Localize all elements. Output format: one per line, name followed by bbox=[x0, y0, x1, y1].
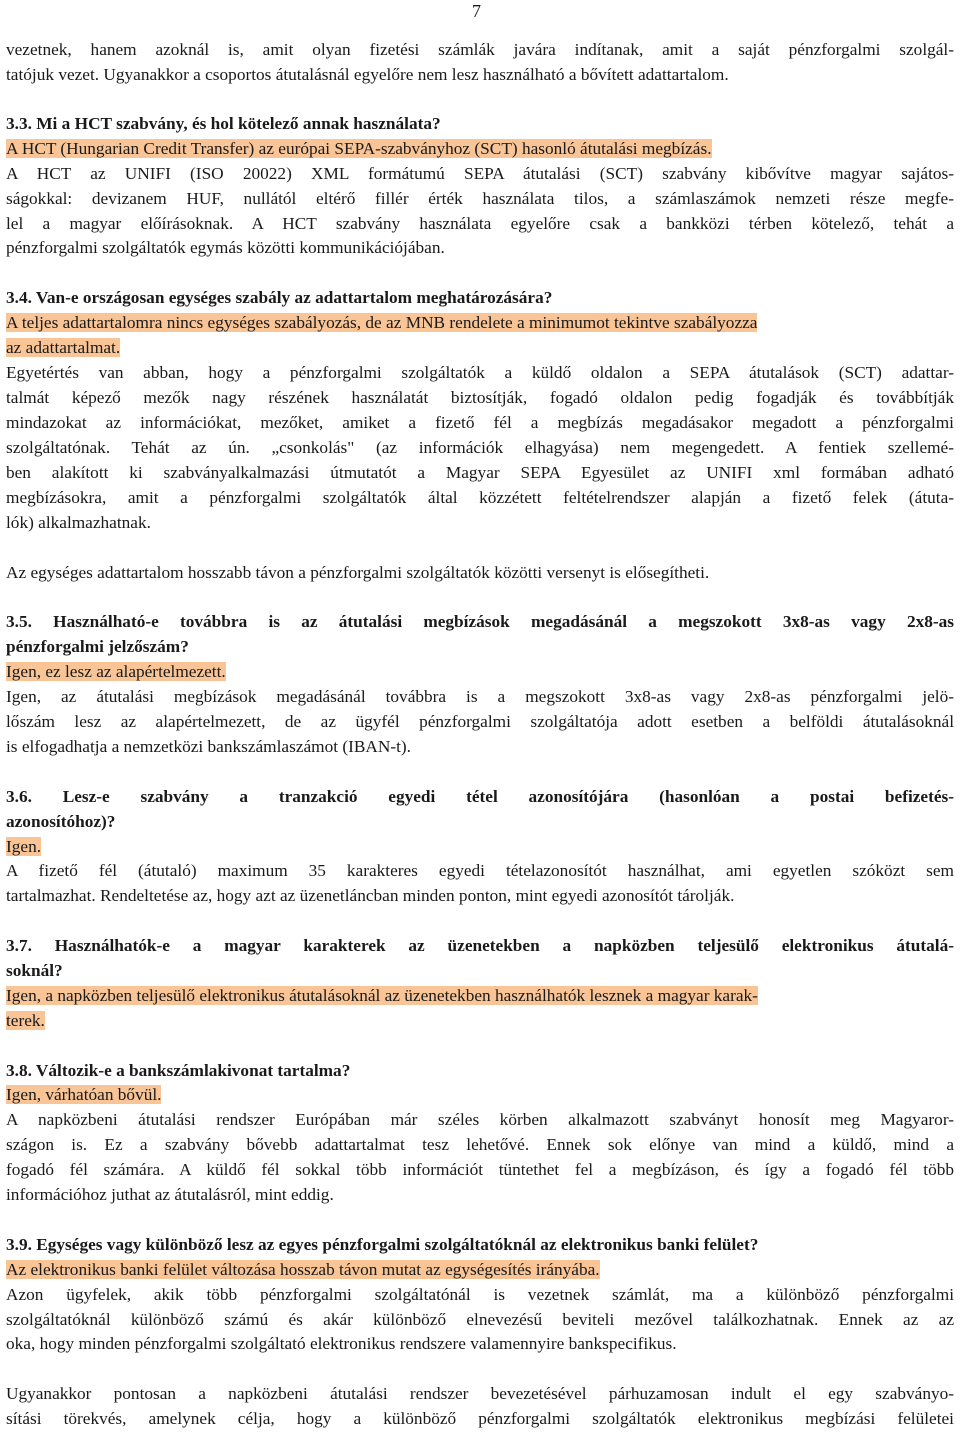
body-text-line: lók) alkalmazhatnak. bbox=[6, 513, 151, 532]
body-text-line: fogadó fél számára. A küldő fél sokkal több információt tüntethet fel a megbízáson, és így a fogadó fél több bbox=[6, 1160, 954, 1179]
body-text-line: lőszám lesz az alapértelmezett, de az ügyfél pénzforgalmi szolgáltatója adott esetben a belföldi átutalásoknál bbox=[6, 712, 954, 731]
body-text-line: is elfogadhatja a nemzetközi bankszámlaszámot (IBAN-t). bbox=[6, 737, 411, 756]
body-text-line: oka, hogy minden pénzforgalmi szolgáltató elektronikus rendszere valamennyire bankspecifikus. bbox=[6, 1334, 677, 1353]
section-heading-line: 3.6. Lesz-e szabvány a tranzakció egyedi tétel azonosítójára (hasonlóan a postai befizetés- bbox=[6, 787, 954, 806]
body-text-line: Igen, az átutalási megbízások megadásánál továbbra is a megszokott 3x8-as vagy 2x8-as pénzforgalmi jelö- bbox=[6, 687, 954, 706]
highlight-mark: az adattartalmat. bbox=[6, 338, 121, 357]
highlighted-answer-line bbox=[6, 137, 954, 162]
highlight-mark: Igen, ez lesz az alapértelmezett. bbox=[6, 662, 226, 681]
highlighted-answer-line bbox=[6, 1258, 954, 1283]
highlighted-answer-line bbox=[6, 336, 954, 361]
highlighted-answer-line bbox=[6, 984, 954, 1009]
body-text-line: szágon is. Ez a szabvány bővebb adattartalmat tesz lehetővé. Ennek sok előnye van mind a küldő, mind a bbox=[6, 1135, 954, 1154]
body-text-line: ságokkal: devizanem HUF, nullától eltérő fillér érték használata tilos, a számlaszámok nemzeti része megfe- bbox=[6, 189, 954, 208]
body-text-line: ben alakított ki szabványalkalmazási útmutatót a Magyar SEPA Egyesület az UNIFI xml formában adható bbox=[6, 463, 954, 482]
body-text-line: Azon ügyfelek, akik több pénzforgalmi szolgáltatónál is vezetnek számlát, ma a különböző pénzforgalmi bbox=[6, 1285, 954, 1304]
highlight-mark: terek. bbox=[6, 1011, 45, 1030]
section-heading-line: soknál? bbox=[6, 961, 63, 980]
section-heading-line: 3.8. Változik-e a bankszámlakivonat tartalma? bbox=[6, 1061, 351, 1080]
body-text-line: lel a magyar előírásoknak. A HCT szabvány használata egyelőre csak a bankközi térben kötelező, tehát a bbox=[6, 214, 954, 233]
highlight-mark: A HCT (Hungarian Credit Transfer) az európai SEPA-szabványhoz (SCT) hasonló átutalási megbízás. bbox=[6, 139, 712, 158]
section-heading-line: 3.7. Használhatók-e a magyar karakterek az üzenetekben a napközben teljesülő elektronikus átutalá- bbox=[6, 936, 954, 955]
highlighted-answer-line bbox=[6, 1009, 954, 1034]
body-text-line: A fizető fél (átutaló) maximum 35 karakteres egyedi tételazonosítót használhat, ami egyetlen szóközt sem bbox=[6, 861, 954, 880]
body-text-line: talmát képező mezők nagy részének használatát biztosítják, fogadó oldalon pedig fogadják és továbbítják bbox=[6, 388, 954, 407]
body-text-line: vezetnek, hanem azoknál is, amit olyan fizetési számlák javára indítanak, amit a saját pénzforgalmi szolgál- bbox=[6, 40, 954, 59]
body-text-line: szolgáltatónak. Tehát az ún. „csonkolás" (az információk elhagyása) nem megengedett. A fentiek szellemé- bbox=[6, 438, 954, 457]
body-text-line: pénzforgalmi szolgáltatók egymás közötti kommunikációjában. bbox=[6, 238, 445, 257]
body-text-line: megbízásokra, amit a pénzforgalmi szolgáltatók által közzétett feltételrendszer alapján a fizető felek (átuta- bbox=[6, 488, 954, 507]
section-heading-line: 3.3. Mi a HCT szabvány, és hol kötelező annak használata? bbox=[6, 114, 441, 133]
body-text-line: szolgáltatóknál különböző számú és akár különböző elnevezésű beviteli mezővel találkozhatnak. Ennek az az bbox=[6, 1310, 954, 1329]
highlight-mark: A teljes adattartalomra nincs egységes szabályozás, de az MNB rendelete a minimumot tekintve szabályozza bbox=[6, 313, 758, 332]
highlighted-answer-line bbox=[6, 1083, 954, 1108]
highlighted-answer-line bbox=[6, 835, 954, 860]
body-text-line: mindazokat az információkat, mezőket, amiket a fizető fél a megbízás megadásakor megadott a pénzforgalmi bbox=[6, 413, 954, 432]
body-text-line: sítási törekvés, amelynek célja, hogy a különböző pénzforgalmi szolgáltatók elektronikus megbízási felületei bbox=[6, 1409, 954, 1428]
section-heading-line: 3.5. Használható-e továbbra is az átutalási megbízások megadásánál a megszokott 3x8-as vagy 2x8-as bbox=[6, 612, 954, 631]
body-text-line: A napközbeni átutalási rendszer Európában már széles körben alkalmazott szabványt honosít meg Magyaror- bbox=[6, 1110, 954, 1129]
section-heading-line: azonosítóhoz)? bbox=[6, 812, 116, 831]
body-text-line: Az egységes adattartalom hosszabb távon a pénzforgalmi szolgáltatók közötti versenyt is elősegítheti. bbox=[6, 563, 710, 582]
highlighted-answer-line bbox=[6, 311, 954, 336]
body-text-line: információhoz juthat az átutalásról, mint eddig. bbox=[6, 1185, 334, 1204]
highlight-mark: Igen, a napközben teljesülő elektronikus átutalásoknál az üzenetekben használhatók lesznek a magyar karak- bbox=[6, 986, 758, 1005]
section-heading-line: 3.9. Egységes vagy különböző lesz az egyes pénzforgalmi szolgáltatóknál az elektronikus banki felület? bbox=[6, 1235, 759, 1254]
body-text-line: tatójuk vezet. Ugyanakkor a csoportos átutalásnál egyelőre nem lesz használható a bővített adattartalom. bbox=[6, 65, 729, 84]
section-heading-line: pénzforgalmi jelzőszám? bbox=[6, 637, 189, 656]
body-text-line: A HCT az UNIFI (ISO 20022) XML formátumú SEPA átutalási (SCT) szabvány kibővítve magyar sajátos- bbox=[6, 164, 954, 183]
highlight-mark: Az elektronikus banki felület változása hosszab távon mutat az egységesítés irányába. bbox=[6, 1260, 600, 1279]
highlighted-answer-line bbox=[6, 660, 954, 685]
body-text-line: Egyetértés van abban, hogy a pénzforgalmi szolgáltatók a küldő oldalon a SEPA átutalások (SCT) adattar- bbox=[6, 363, 954, 382]
highlight-mark: Igen. bbox=[6, 837, 42, 856]
body-text-line: Ugyanakkor pontosan a napközbeni átutalási rendszer bevezetésével párhuzamosan indult el egy szabványo- bbox=[6, 1384, 954, 1403]
page-number: 7 bbox=[472, 1, 481, 21]
section-heading-line: 3.4. Van-e országosan egységes szabály az adattartalom meghatározására? bbox=[6, 288, 553, 307]
highlight-mark: Igen, várhatóan bővül. bbox=[6, 1085, 162, 1104]
body-text-line: tartalmazhat. Rendeltetése az, hogy azt az üzenetláncban minden ponton, mint egyedi azonosítót tárolják. bbox=[6, 886, 735, 905]
